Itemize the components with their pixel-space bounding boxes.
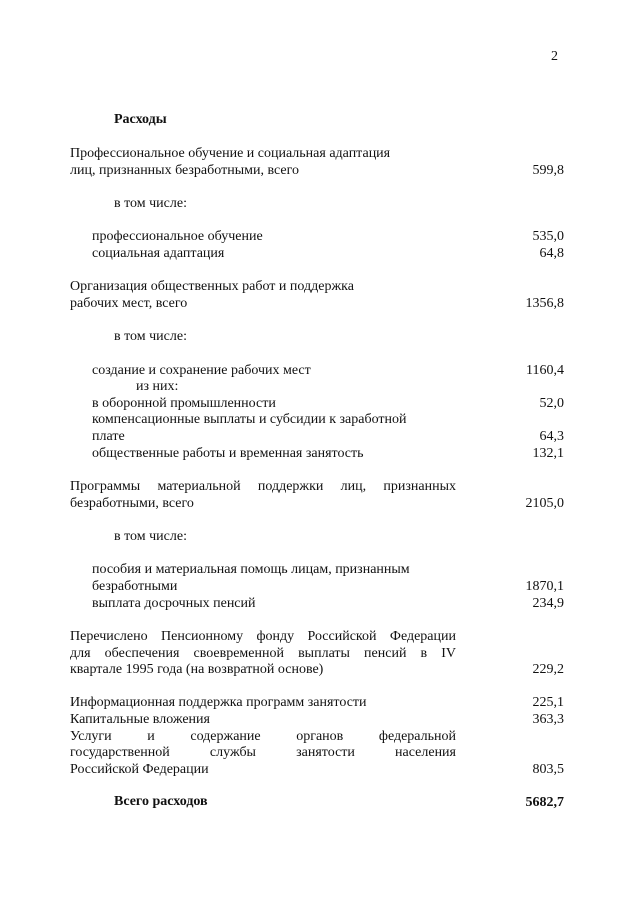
compensation-line1: компенсационные выплаты и субсидии к заработной: [92, 412, 407, 427]
defense-value: 52,0: [539, 396, 564, 411]
vocational-including: в том числе:: [114, 196, 187, 211]
material-support-including: в том числе:: [114, 529, 187, 544]
pension-fund-line1: Перечислено Пенсионному фонду Российской Федерации: [70, 629, 456, 644]
services-line3: Российской Федерации: [70, 762, 209, 777]
job-creation-label: создание и сохранение рабочих мест: [92, 363, 311, 378]
public-works-title-line2: рабочих мест, всего: [70, 296, 188, 311]
public-works-including: в том числе:: [114, 329, 187, 344]
pension-fund-line3: квартале 1995 года (на возвратной основе): [70, 662, 324, 677]
temporary-work-label: общественные работы и временная занятость: [92, 446, 364, 461]
services-value: 803,5: [532, 762, 564, 777]
services-line2: государственной службы занятости населения: [70, 745, 456, 760]
capital-investment-label: Капитальные вложения: [70, 712, 210, 727]
temporary-work-value: 132,1: [532, 446, 564, 461]
services-line1: Услуги и содержание органов федеральной: [70, 729, 456, 744]
pension-fund-line2: для обеспечения своевременной выплаты пенсий в IV: [70, 646, 456, 661]
page-number: 2: [551, 49, 558, 64]
vocational-title-line1: Профессиональное обучение и социальная адаптация: [70, 146, 391, 161]
benefits-line2: безработными: [92, 579, 178, 594]
info-support-value: 225,1: [532, 695, 564, 710]
compensation-line2: плате: [92, 429, 125, 444]
material-support-total: 2105,0: [525, 496, 564, 511]
benefits-value: 1870,1: [525, 579, 564, 594]
job-creation-value: 1160,4: [526, 363, 564, 378]
public-works-total: 1356,8: [525, 296, 564, 311]
defense-label: в оборонной промышленности: [92, 396, 276, 411]
vocational-title-line2: лиц, признанных безработными, всего: [70, 163, 299, 178]
vocational-total: 599,8: [532, 163, 564, 178]
benefits-line1: пособия и материальная помощь лицам, признанным: [92, 562, 410, 577]
total-value: 5682,7: [525, 795, 564, 810]
capital-investment-value: 363,3: [532, 712, 564, 727]
vocational-item-value: 535,0: [532, 229, 564, 244]
pension-fund-value: 229,2: [532, 662, 564, 677]
early-pensions-label: выплата досрочных пенсий: [92, 596, 256, 611]
vocational-item-label: социальная адаптация: [92, 246, 225, 261]
section-heading: Расходы: [114, 112, 167, 127]
vocational-item-value: 64,8: [539, 246, 564, 261]
info-support-label: Информационная поддержка программ занятости: [70, 695, 367, 710]
of-which-label: из них:: [136, 379, 179, 394]
vocational-item-label: профессиональное обучение: [92, 229, 263, 244]
compensation-value: 64,3: [539, 429, 564, 444]
total-label: Всего расходов: [114, 794, 208, 809]
material-support-title-line2: безработными, всего: [70, 496, 194, 511]
material-support-title-line1: Программы материальной поддержки лиц, признанных: [70, 479, 456, 494]
public-works-title-line1: Организация общественных работ и поддержка: [70, 279, 354, 294]
early-pensions-value: 234,9: [532, 596, 564, 611]
